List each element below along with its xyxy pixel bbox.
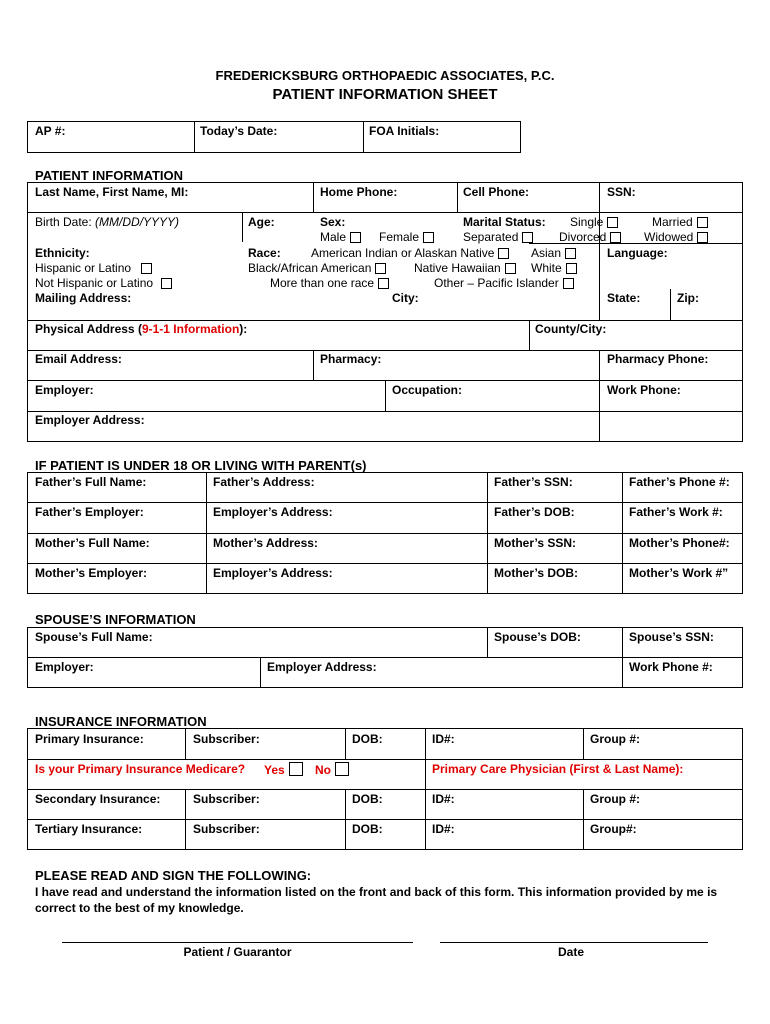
marital-single-option[interactable]: [570, 215, 618, 229]
medicare-question: Is your Primary Insurance Medicare?: [35, 762, 246, 776]
mother-work-field[interactable]: Mother’s Work #”: [629, 566, 729, 580]
father-phone-field[interactable]: Father’s Phone #:: [629, 475, 730, 489]
patient-section-title: PATIENT INFORMATION: [35, 168, 184, 183]
not-hispanic-label: Not Hispanic or Latino: [35, 276, 154, 290]
secondary-id-field[interactable]: ID#:: [432, 792, 455, 806]
father-employer-address-field[interactable]: Employer’s Address:: [213, 505, 333, 519]
race-pacific-islander-option[interactable]: [434, 276, 574, 290]
language-field[interactable]: Language:: [607, 246, 668, 260]
pacific-islander-checkbox[interactable]: [563, 278, 574, 289]
physical-address-label: Physical Address (: [35, 322, 142, 336]
marital-status-label: Marital Status:: [463, 215, 546, 229]
physical-address-note: 9-1-1 Information: [141, 322, 240, 336]
race-label: Race:: [248, 246, 281, 260]
native-hawaiian-label: Native Hawaiian: [414, 261, 501, 275]
tertiary-id-field[interactable]: ID#:: [432, 822, 455, 836]
signature-section-title: PLEASE READ AND SIGN THE FOLLOWING:: [35, 868, 312, 883]
male-checkbox[interactable]: [350, 232, 361, 243]
county-city-field[interactable]: County/City:: [535, 322, 607, 336]
birth-date-format: (MM/DD/YYYY): [95, 215, 180, 229]
separated-checkbox[interactable]: [522, 232, 533, 243]
medicare-yes-checkbox[interactable]: [289, 762, 303, 776]
marital-married-option[interactable]: [652, 215, 708, 229]
medicare-yes-option[interactable]: [264, 762, 303, 777]
white-label: White: [531, 261, 562, 275]
married-label: Married: [652, 215, 693, 229]
more-than-one-checkbox[interactable]: [378, 278, 389, 289]
city-field[interactable]: City:: [392, 291, 419, 305]
white-checkbox[interactable]: [566, 263, 577, 274]
foa-initials-field[interactable]: FOA Initials:: [369, 124, 440, 138]
mother-ssn-field[interactable]: Mother’s SSN:: [494, 536, 577, 550]
spouse-employer-address-field[interactable]: Employer Address:: [267, 660, 377, 674]
secondary-dob-field[interactable]: DOB:: [352, 792, 383, 806]
medicare-no-option[interactable]: [315, 762, 349, 777]
mailing-address-field[interactable]: Mailing Address:: [35, 291, 132, 305]
birth-date-label: Birth Date:: [35, 215, 92, 229]
hispanic-label: Hispanic or Latino: [35, 261, 132, 275]
father-ssn-field[interactable]: Father’s SSN:: [494, 475, 573, 489]
marital-widowed-option[interactable]: [644, 230, 708, 244]
race-asian-option[interactable]: [531, 246, 576, 260]
widowed-label: Widowed: [644, 230, 694, 244]
single-label: Single: [570, 215, 604, 229]
ethnicity-hispanic-option[interactable]: [35, 261, 152, 275]
physical-address-field[interactable]: [35, 322, 247, 336]
spouse-work-phone-field[interactable]: Work Phone #:: [629, 660, 713, 674]
father-employer-field[interactable]: Father’s Employer:: [35, 505, 144, 519]
secondary-insurance-field[interactable]: Secondary Insurance:: [35, 792, 161, 806]
secondary-subscriber-field[interactable]: Subscriber:: [193, 792, 260, 806]
tertiary-group-field[interactable]: Group#:: [590, 822, 637, 836]
date-signature-line[interactable]: [440, 942, 708, 943]
parents-section-title: IF PATIENT IS UNDER 18 OR LIVING WITH PARENT(s): [35, 458, 367, 473]
state-field[interactable]: State:: [607, 291, 641, 305]
patient-signature-line[interactable]: [62, 942, 413, 943]
mother-address-field[interactable]: Mother’s Address:: [213, 536, 318, 550]
father-dob-field[interactable]: Father’s DOB:: [494, 505, 575, 519]
marital-divorced-option[interactable]: [559, 230, 621, 244]
patient-guarantor-label: Patient / Guarantor: [183, 945, 292, 959]
male-label: Male: [320, 230, 347, 244]
page-title: PATIENT INFORMATION SHEET: [272, 86, 498, 103]
pacific-islander-label: Other – Pacific Islander: [434, 276, 559, 290]
tertiary-dob-field[interactable]: DOB:: [352, 822, 383, 836]
pharmacy-phone-field[interactable]: Pharmacy Phone:: [607, 352, 709, 366]
company-name: FREDERICKSBURG ORTHOPAEDIC ASSOCIATES, P.C.: [215, 68, 555, 83]
race-native-hawaiian-option[interactable]: [414, 261, 516, 275]
more-than-one-label: More than one race: [270, 276, 375, 290]
medicare-yes-label: Yes: [264, 763, 285, 777]
spouse-section-title: SPOUSE’S INFORMATION: [35, 612, 196, 627]
american-indian-label: American Indian or Alaskan Native: [311, 246, 495, 260]
separated-label: Separated: [463, 230, 519, 244]
black-label: Black/African American: [248, 261, 372, 275]
sex-label: Sex:: [320, 215, 346, 229]
mother-phone-field[interactable]: Mother’s Phone#:: [629, 536, 730, 550]
ethnicity-label: Ethnicity:: [35, 246, 90, 260]
female-checkbox[interactable]: [423, 232, 434, 243]
employer-address-field[interactable]: Employer Address:: [35, 413, 145, 427]
patient-name-field[interactable]: Last Name, First Name, MI:: [35, 185, 189, 199]
divorced-label: Divorced: [559, 230, 607, 244]
primary-subscriber-field[interactable]: Subscriber:: [193, 732, 260, 746]
sex-male-option[interactable]: [320, 230, 361, 244]
not-hispanic-checkbox[interactable]: [161, 278, 172, 289]
medicare-no-label: No: [315, 763, 331, 777]
primary-insurance-field[interactable]: Primary Insurance:: [35, 732, 144, 746]
primary-dob-field[interactable]: DOB:: [352, 732, 383, 746]
american-indian-checkbox[interactable]: [498, 248, 509, 259]
secondary-group-field[interactable]: Group #:: [590, 792, 640, 806]
widowed-checkbox[interactable]: [697, 232, 708, 243]
medicare-no-checkbox[interactable]: [335, 762, 349, 776]
spouse-dob-field[interactable]: Spouse’s DOB:: [494, 630, 581, 644]
mother-full-name-field[interactable]: Mother’s Full Name:: [35, 536, 150, 550]
father-work-field[interactable]: Father’s Work #:: [629, 505, 723, 519]
ethnicity-not-hispanic-option[interactable]: [35, 276, 172, 290]
home-phone-field[interactable]: Home Phone:: [320, 185, 398, 199]
spouse-employer-field[interactable]: Employer:: [35, 660, 94, 674]
primary-id-field[interactable]: ID#:: [432, 732, 455, 746]
email-field[interactable]: Email Address:: [35, 352, 122, 366]
employer-field[interactable]: Employer:: [35, 383, 94, 397]
birth-date-field[interactable]: [35, 215, 179, 229]
race-white-option[interactable]: [531, 261, 577, 275]
black-checkbox[interactable]: [375, 263, 386, 274]
occupation-field[interactable]: Occupation:: [392, 383, 463, 397]
pcp-field[interactable]: Primary Care Physician (First & Last Name):: [432, 762, 684, 776]
race-black-option[interactable]: [248, 261, 386, 275]
sex-female-option[interactable]: [379, 230, 434, 244]
primary-group-field[interactable]: Group #:: [590, 732, 640, 746]
mother-dob-field[interactable]: Mother’s DOB:: [494, 566, 578, 580]
todays-date-field[interactable]: Today’s Date:: [200, 124, 278, 138]
tertiary-insurance-field[interactable]: Tertiary Insurance:: [35, 822, 143, 836]
female-label: Female: [379, 230, 420, 244]
work-phone-field[interactable]: Work Phone:: [607, 383, 681, 397]
zip-field[interactable]: Zip:: [677, 291, 699, 305]
divorced-checkbox[interactable]: [610, 232, 621, 243]
age-field[interactable]: Age:: [248, 215, 275, 229]
asian-checkbox[interactable]: [565, 248, 576, 259]
ap-field[interactable]: AP #:: [35, 124, 66, 138]
physical-address-label-end: ):: [239, 322, 248, 336]
race-american-indian-option[interactable]: [311, 246, 509, 260]
pharmacy-field[interactable]: Pharmacy:: [320, 352, 382, 366]
spouse-full-name-field[interactable]: Spouse’s Full Name:: [35, 630, 153, 644]
single-checkbox[interactable]: [607, 217, 618, 228]
date-label: Date: [557, 945, 584, 959]
insurance-section-title: INSURANCE INFORMATION: [35, 714, 207, 729]
spouse-ssn-field[interactable]: Spouse’s SSN:: [629, 630, 714, 644]
marital-separated-option[interactable]: [463, 230, 533, 244]
mother-employer-address-field[interactable]: Employer’s Address:: [213, 566, 333, 580]
ssn-field[interactable]: SSN:: [607, 185, 636, 199]
father-address-field[interactable]: Father’s Address:: [213, 475, 315, 489]
native-hawaiian-checkbox[interactable]: [505, 263, 516, 274]
race-more-than-one-option[interactable]: [270, 276, 389, 290]
tertiary-subscriber-field[interactable]: Subscriber:: [193, 822, 260, 836]
mother-employer-field[interactable]: Mother’s Employer:: [35, 566, 148, 580]
father-full-name-field[interactable]: Father’s Full Name:: [35, 475, 147, 489]
consent-statement: I have read and understand the information listed on the front and back of this form. This information provided by me is correct to the best of my knowledge.: [35, 885, 718, 915]
married-checkbox[interactable]: [697, 217, 708, 228]
cell-phone-field[interactable]: Cell Phone:: [463, 185, 530, 199]
asian-label: Asian: [531, 246, 562, 260]
hispanic-checkbox[interactable]: [141, 263, 152, 274]
